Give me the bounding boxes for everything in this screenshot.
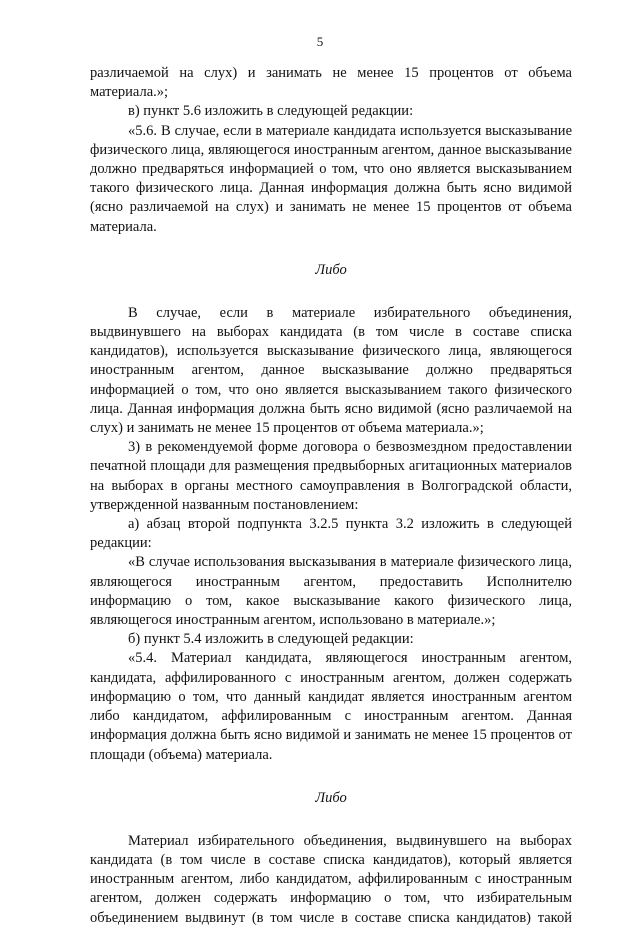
paragraph-8: б) пункт 5.4 изложить в следующей редакции: (128, 631, 414, 648)
paragraph-3: «5.6. В случае, если в материале кандидата используется высказывание физического лица, являющегося иностранным агентом, данное высказывание должно предваряться информацией о том, что оно является высказыванием такого физического лица. Данная информация должна быть ясно видимой (ясно различаемой на слух) и занимать не менее 15 процентов от объема материала. (90, 122, 572, 235)
paragraph-7: «В случае использования высказывания в материале физического лица, являющегося иностранным агентом, предоставить Исполнителю информацию о том, какое высказывание какого физического лица, являющегося иностранным агентом, использовано в материале.»; (90, 554, 572, 629)
libo-heading-2: Либо (315, 789, 347, 806)
paragraph-4: В случае, если в материале избирательного объединения, выдвинувшего на выборах кандидата (в том числе в составе списка кандидатов), используется высказывание физического лица, являющегося иностранным агентом, данное высказывание должно предваряться информацией о том, что оно является высказыванием такого физического лица. Данная информация должна быть ясно видимой (ясно различаемой на слух) и занимать не менее 15 процентов от объема материала.»; (90, 304, 572, 437)
paragraph-2: в) пункт 5.6 изложить в следующей редакции: (128, 103, 414, 120)
spacer (90, 280, 572, 304)
paragraph-1: различаемой на слух) и занимать не менее 15 процентов от объема материала.»; (90, 65, 572, 101)
paragraph-9: «5.4. Материал кандидата, являющегося иностранным агентом, кандидата, аффилированного с иностранным агентом, должен содержать информацию о том, что данный кандидат является иностранным агентом либо кандидатом, аффилированным с иностранным агентом. Данная информация должна быть ясно видимой и занимать не менее 15 процентов от площади (объема) материала. (90, 650, 572, 763)
spacer (90, 808, 572, 832)
paragraph-6: а) абзац второй подпункта 3.2.5 пункта 3.2 изложить в следующей редакции: (90, 516, 572, 552)
page-number: 5 (316, 34, 324, 49)
spacer (90, 765, 572, 789)
paragraph-5: 3) в рекомендуемой форме договора о безвозмездном предоставлении печатной площади для размещения предвыборных агитационных материалов на выборах в органы местного самоуправления в Волгоградской области, утвержденной названным постановлением: (90, 439, 572, 513)
document-body (90, 64, 572, 928)
libo-heading-1: Либо (315, 261, 347, 278)
spacer (90, 237, 572, 261)
paragraph-10: Материал избирательного объединения, выдвинувшего на выборах кандидата (в том числе в составе списка кандидатов), который является иностранным агентом, либо кандидатом, аффилированным с иностранным агентом, должен содержать информацию о том, что избирательным объединением выдвинут (в том числе в составе списка кандидатов) такой (90, 832, 572, 926)
